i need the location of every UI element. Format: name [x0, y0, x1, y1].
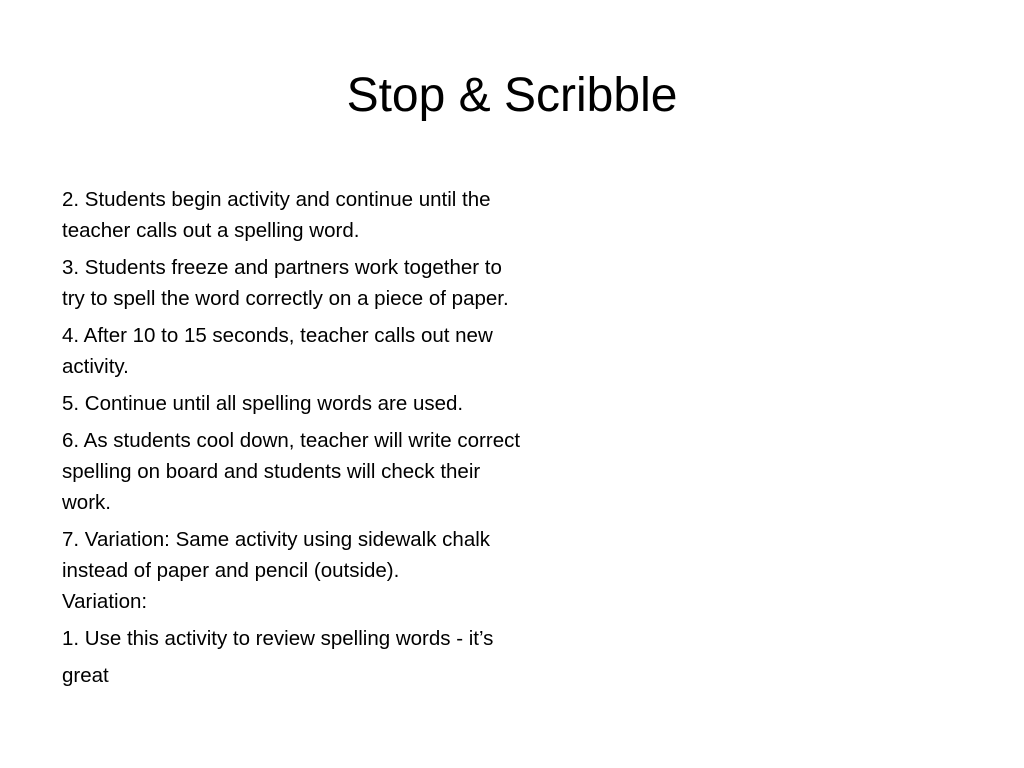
text-line: instead of paper and pencil (outside).	[62, 559, 400, 582]
text-line: 4. After 10 to 15 seconds, teacher calls out new	[62, 324, 493, 347]
text-line: 5. Continue until all spelling words are used.	[62, 392, 464, 415]
text-line: 7. Variation: Same activity using sidewalk chalk	[62, 528, 491, 551]
text-line: try to spell the word correctly on a piece of paper.	[62, 287, 509, 310]
paragraph-step-2	[62, 184, 622, 246]
text-line: 2. Students begin activity and continue until the	[62, 188, 491, 211]
text-line: activity.	[62, 355, 129, 378]
text-line: teacher calls out a spelling word.	[62, 219, 360, 242]
slide-body	[62, 184, 622, 697]
paragraph-variation-1	[62, 623, 622, 654]
paragraph-step-7	[62, 524, 622, 617]
text-line: Variation:	[62, 590, 148, 613]
slide-title: Stop & Scribble	[346, 69, 678, 122]
text-line: work.	[62, 491, 111, 514]
paragraph-step-3	[62, 252, 622, 314]
paragraph-step-6	[62, 425, 622, 518]
text-line: 1. Use this activity to review spelling words - it’s	[62, 627, 494, 650]
text-line: spelling on board and students will check their	[62, 460, 481, 483]
text-line: 6. As students cool down, teacher will write correct	[62, 429, 521, 452]
text-line: great	[62, 664, 109, 687]
paragraph-step-4	[62, 320, 622, 382]
paragraph-step-5	[62, 388, 622, 419]
text-line: 3. Students freeze and partners work together to	[62, 256, 502, 279]
paragraph-variation-1-continued	[62, 660, 622, 691]
